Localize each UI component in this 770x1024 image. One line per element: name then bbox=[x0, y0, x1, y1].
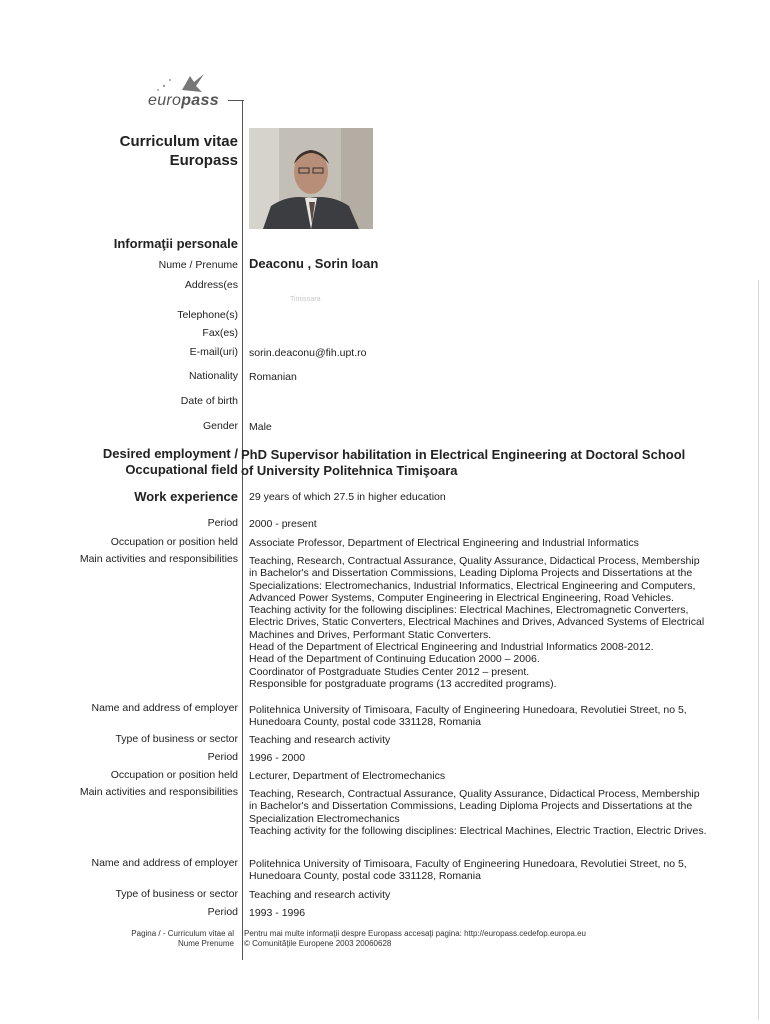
europass-wordmark: europass bbox=[148, 92, 219, 109]
column-divider bbox=[242, 100, 243, 960]
title-line-1: Curriculum vitae bbox=[119, 133, 238, 150]
footer-left bbox=[131, 929, 234, 948]
address-value-faint: Timișoara bbox=[290, 296, 321, 303]
entry-1-activity-paragraph: Teaching activity for the following disciplines: Electrical Machines, Electromagnetic Converters, Electric Drives, Static Converters, Electrical Machines and Drives, Advanced Systems of Electrical Machines and Drives, Performant Static Converters. bbox=[249, 604, 705, 641]
entry-1-activity-paragraph: Head of the Department of Electrical Engineering and Industrial Informatics 2008-2012. bbox=[249, 641, 654, 654]
personal-info-heading: Informaţii personale bbox=[113, 236, 238, 251]
footer-right bbox=[244, 929, 586, 948]
entry-1-period: 2000 - present bbox=[249, 518, 317, 530]
email-value: sorin.deaconu@fih.upt.ro bbox=[249, 347, 367, 359]
employer-label: Name and address of employer bbox=[91, 702, 238, 714]
name-label: Nume / Prenume bbox=[158, 259, 238, 271]
desired-employment-label bbox=[103, 446, 238, 478]
entry-1-activity-paragraph: Responsible for postgraduate programs (13 accredited programs). bbox=[249, 677, 557, 690]
desired-label-line-1: Desired employment / bbox=[102, 446, 238, 461]
period-label: Period bbox=[207, 906, 238, 918]
entry-2-employer: Politehnica University of Timisoara, Faculty of Engineering Hunedoara, Revolutiei Street, no 5, Hunedoara County, postal code 331128, Romania bbox=[249, 858, 687, 883]
entry-1-employer: Politehnica University of Timisoara, Faculty of Engineering Hunedoara, Revolutiei Street, no 5, Hunedoara County, postal code 331128, Romania bbox=[249, 704, 687, 729]
gender-label: Gender bbox=[202, 420, 238, 432]
dob-label: Date of birth bbox=[180, 395, 238, 407]
footer-right-line-2: © Comunităţile Europene 2003 20060628 bbox=[244, 938, 392, 948]
entry-1-activity-paragraph: Coordinator of Postgraduate Studies Center 2012 – present. bbox=[249, 665, 530, 678]
document-title bbox=[120, 132, 238, 170]
entry-2-activity-paragraph: Teaching, Research, Contractual Assurance, Quality Assurance, Didactical Process, Membership in Bachelor's and Dissertation Commissions, Leading Diploma Projects and Dissertations at the Specialization Electromechanics bbox=[249, 788, 700, 825]
footer-right-line-1: Pentru mai multe informaţii despre Europass accesaţi pagina: http://europass.cedefop.europa.eu bbox=[244, 929, 586, 938]
entry-1-activity-paragraph: Teaching, Research, Contractual Assurance, Quality Assurance, Didactical Process, Membership in Bachelor's and Dissertation Commissions, Leading Diploma Projects and Dissertations at the Specializations: Electromechanics, Industrial Informatics, Electrical Engineering and Computers, Advanced Power Systems, Computer Engineering in Electrical Engineering, Road Vehicles. bbox=[249, 555, 700, 604]
portrait-image bbox=[249, 128, 373, 229]
occupation-label: Occupation or position held bbox=[110, 769, 238, 781]
desired-employment-value: PhD Supervisor habilitation in Electrical Engineering at Doctoral School of University Politehnica Timişoara bbox=[241, 447, 686, 478]
business-label: Type of business or sector bbox=[115, 733, 238, 745]
activities-label: Main activities and responsibilities bbox=[79, 553, 238, 565]
europass-logo bbox=[148, 70, 248, 118]
nationality-value: Romanian bbox=[249, 371, 297, 383]
period-label: Period bbox=[207, 517, 238, 529]
fax-label: Fax(es) bbox=[202, 327, 238, 339]
address-label: Address(es bbox=[184, 279, 238, 291]
work-experience-heading: Work experience bbox=[134, 489, 238, 504]
name-value: Deaconu , Sorin Ioan bbox=[249, 256, 379, 271]
telephone-label: Telephone(s) bbox=[177, 309, 238, 321]
profile-photo bbox=[249, 128, 373, 229]
entry-2-business: Teaching and research activity bbox=[249, 889, 391, 901]
title-line-2: Europass bbox=[169, 152, 238, 169]
employer-label: Name and address of employer bbox=[91, 857, 238, 869]
entry-1-activity-paragraph: Head of the Department of Continuing Education 2000 – 2006. bbox=[249, 653, 540, 666]
entry-1-business: Teaching and research activity bbox=[249, 734, 391, 746]
entry-2-occupation: Lecturer, Department of Electromechanics bbox=[249, 770, 446, 782]
entry-3-period: 1993 - 1996 bbox=[249, 907, 306, 919]
period-label: Period bbox=[207, 751, 238, 763]
business-label: Type of business or sector bbox=[115, 888, 238, 900]
occupation-label: Occupation or position held bbox=[110, 536, 238, 548]
entry-2-activities bbox=[249, 788, 709, 837]
entry-2-period: 1996 - 2000 bbox=[249, 752, 306, 764]
work-summary: 29 years of which 27.5 in higher education bbox=[249, 491, 446, 503]
entry-1-activities bbox=[249, 555, 709, 690]
footer-left-line-2: Nume Prenume bbox=[177, 938, 234, 948]
nationality-label: Nationality bbox=[188, 370, 238, 382]
entry-2-activity-paragraph: Teaching activity for the following disciplines: Electrical Machines, Electric Traction, Electric Drives. bbox=[249, 824, 707, 837]
scan-edge bbox=[758, 280, 759, 1020]
desired-label-line-2: Occupational field bbox=[125, 462, 238, 477]
gender-value: Male bbox=[249, 421, 272, 433]
activities-label: Main activities and responsibilities bbox=[79, 786, 238, 798]
footer-left-line-1: Pagina / - Curriculum vitae al bbox=[131, 929, 234, 938]
entry-1-occupation: Associate Professor, Department of Electrical Engineering and Industrial Informatics bbox=[249, 537, 639, 549]
email-label: E-mail(uri) bbox=[189, 346, 238, 358]
